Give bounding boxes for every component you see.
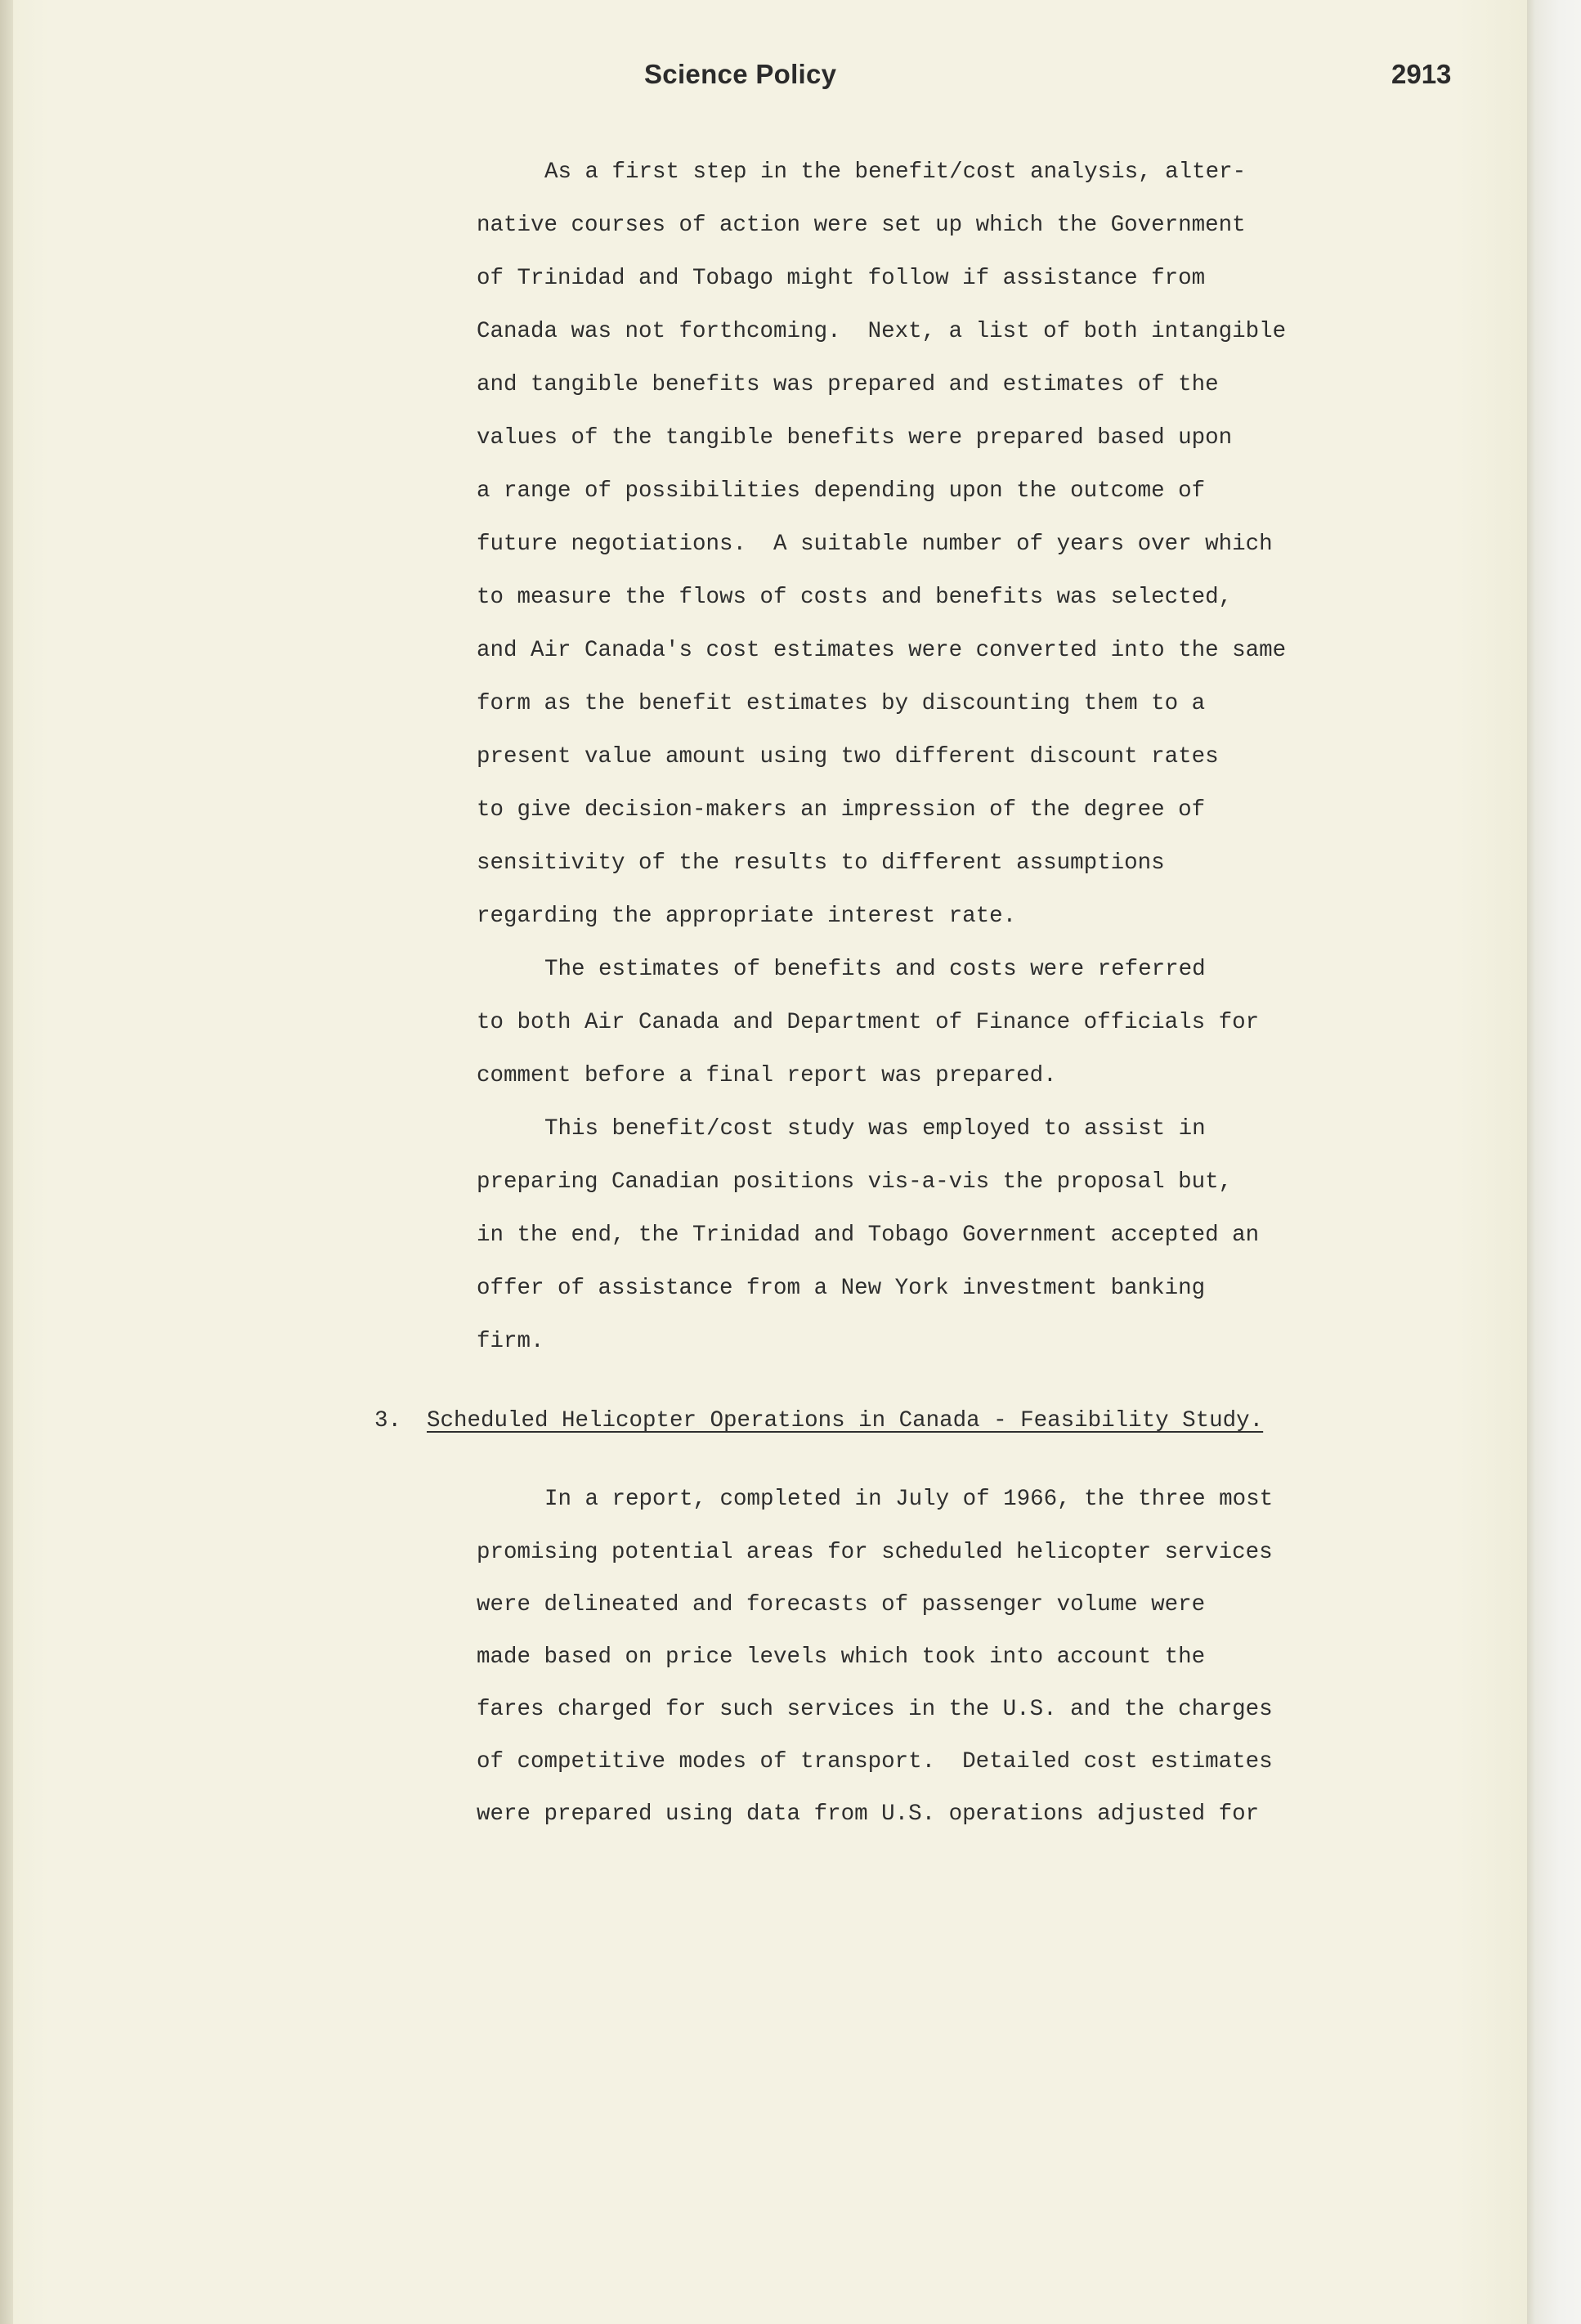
paragraph-line: present value amount using two different discount rates [477, 744, 1219, 769]
paragraph-line: preparing Canadian positions vis-a-vis the proposal but, [477, 1169, 1233, 1195]
paragraph-line: form as the benefit estimates by discounting them to a [477, 691, 1206, 716]
page-right-edge [1527, 0, 1581, 2324]
paragraph-line: future negotiations. A suitable number of years over which [477, 532, 1273, 557]
running-header-title: Science Policy [644, 59, 837, 89]
paragraph-line: Canada was not forthcoming. Next, a list of both intangible [477, 319, 1287, 344]
paragraph-line: and Air Canada's cost estimates were converted into the same [477, 638, 1287, 663]
paragraph-line: This benefit/cost study was employed to assist in [544, 1116, 1206, 1142]
paragraph-line: native courses of action were set up which the Government [477, 213, 1246, 238]
paragraph-line: In a report, completed in July of 1966, the three most [544, 1487, 1274, 1512]
paragraph-line: were prepared using data from U.S. operations adjusted for [477, 1801, 1260, 1827]
paragraph-line: sensitivity of the results to different assumptions [477, 850, 1165, 876]
paragraph-line: offer of assistance from a New York investment banking [477, 1276, 1206, 1301]
paragraph-line: were delineated and forecasts of passenger volume were [477, 1592, 1206, 1617]
paragraph-line: to measure the flows of costs and benefits was selected, [477, 585, 1233, 610]
paragraph-line: of Trinidad and Tobago might follow if assistance from [477, 266, 1206, 291]
paragraph-line: made based on price levels which took into account the [477, 1644, 1206, 1670]
paragraph-line: values of the tangible benefits were prepared based upon [477, 425, 1233, 451]
page-number: 2913 [1391, 59, 1452, 89]
paragraph-line: promising potential areas for scheduled helicopter services [477, 1540, 1273, 1565]
paragraph-line: firm. [477, 1329, 544, 1354]
paragraph-line: a range of possibilities depending upon the outcome of [477, 478, 1206, 504]
section-number: 3. [374, 1408, 402, 1433]
paragraph-line: regarding the appropriate interest rate. [477, 904, 1017, 929]
page-binding-edge [0, 0, 13, 2324]
paragraph-line: As a first step in the benefit/cost analysis, alter- [544, 159, 1247, 185]
paragraph-line: comment before a final report was prepared. [477, 1063, 1057, 1088]
paragraph-line: in the end, the Trinidad and Tobago Government accepted an [477, 1223, 1260, 1248]
paragraph-line: and tangible benefits was prepared and estimates of the [477, 372, 1219, 397]
paragraph-line: of competitive modes of transport. Detailed cost estimates [477, 1749, 1273, 1774]
paragraph-line: to both Air Canada and Department of Finance officials for [477, 1010, 1260, 1035]
paragraph-line: fares charged for such services in the U.S. and the charges [477, 1697, 1273, 1722]
paragraph-line: The estimates of benefits and costs were referred [544, 957, 1206, 982]
section-heading: Scheduled Helicopter Operations in Canada - Feasibility Study. [427, 1408, 1264, 1433]
paragraph-line: to give decision-makers an impression of the degree of [477, 797, 1206, 823]
